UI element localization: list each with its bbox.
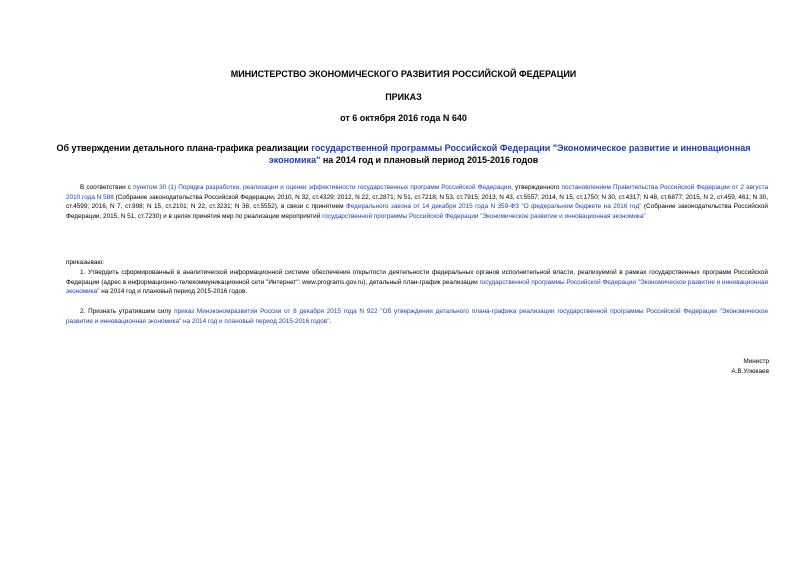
signature-position: Министр xyxy=(743,358,769,365)
doc-type-heading: ПРИКАЗ xyxy=(385,92,422,102)
item-1-text-2: на 2014 год и плановый период 2015-2016 годов. xyxy=(99,288,248,295)
title-program-link[interactable]: государственной программы Российской Федерации "Экономическое развитие и инновационная экономика" xyxy=(268,143,751,165)
item-1-text-1: 1. Утвердить сформированный в аналитической информационной системе обеспечения открытости деятельности федеральных органов исполнительной власти, реализуемой в рамках государственных программ Российской Федерации (адрес в информационно-телекоммуникационной сети "Интернет": www.programs.gov.ru), детальный план-график реализации xyxy=(66,269,768,286)
date-number-heading: от 6 октября 2016 года N 640 xyxy=(340,113,467,123)
preamble-text-4: (Собрание законодательства Российской Федерации, 2015, N 51, ст.7230) и в целях принятия мер по реализации мероприятий xyxy=(66,203,768,220)
ministry-heading: МИНИСТЕРСТВО ЭКОНОМИЧЕСКОГО РАЗВИТИЯ РОССИЙСКОЙ ФЕДЕРАЦИИ xyxy=(230,69,577,79)
item-1-paragraph xyxy=(66,268,768,297)
title-text-1: Об утверждении детального плана-графика реализации xyxy=(56,143,312,153)
preamble-link-procedure[interactable]: пунктом 30 (1) Порядка разработки, реализации и оценки эффективности государственных программ Российской Федерации xyxy=(133,184,512,191)
preamble-text-3: (Собрание законодательства Российской Федерации, 2010, N 32, ст.4329; 2012, N 22, ст.2871; N 51, ст.7218; N 53, ст.7915; 2013, N 43, ст.5557; 2014, N 15, ст.1750; N 30, ст.4317; N 48, ст.6877; 2015, N 2, ст.459, 461; N 30, ст.4599; 2016, N 7, ст.998; N 15, ст.2101; N 22, ст.3231; N 38, ст.5552), в связи с принятием xyxy=(66,193,768,210)
title-text-2: на 2014 год и плановый период 2015-2016 годов xyxy=(320,155,539,165)
item-2-order-link[interactable]: приказ Минэкономразвития России от 8 декабря 2015 года N 922 "Об утверждении детального плана-графика реализации государственной программы Российской Федерации "Экономическое развитие и инновационная экономика" на 2014 год и плановый период 2015-2016 годов" xyxy=(66,308,768,325)
document-title xyxy=(40,142,767,166)
item-2-paragraph xyxy=(66,307,768,326)
item-1-program-link[interactable]: государственной программы Российской Федерации "Экономическое развитие и инновационная экономика" xyxy=(66,278,768,295)
item-2-text-1: 2. Признать утратившим силу xyxy=(80,308,175,315)
preamble-paragraph xyxy=(66,183,768,221)
preamble-link-decree[interactable]: постановлением Правительства Российской Федерации от 2 августа 2010 года N 588 xyxy=(66,184,769,201)
preamble-link-program[interactable]: государственной программы Российской Федерации "Экономическое развитие и инновационная экономика" xyxy=(322,212,646,220)
preamble-link-budget-law[interactable]: Федерального закона от 14 декабря 2015 года N 359-ФЗ "О федеральном бюджете на 2016 год" xyxy=(345,203,642,210)
preamble-text-1: В соответствии с xyxy=(80,184,134,191)
item-2-text-2: . xyxy=(329,317,332,325)
signature-name: А.В.Улюкаев xyxy=(731,368,769,375)
preamble-text-2: , утвержденного xyxy=(511,184,562,191)
order-word: приказываю: xyxy=(66,259,104,266)
